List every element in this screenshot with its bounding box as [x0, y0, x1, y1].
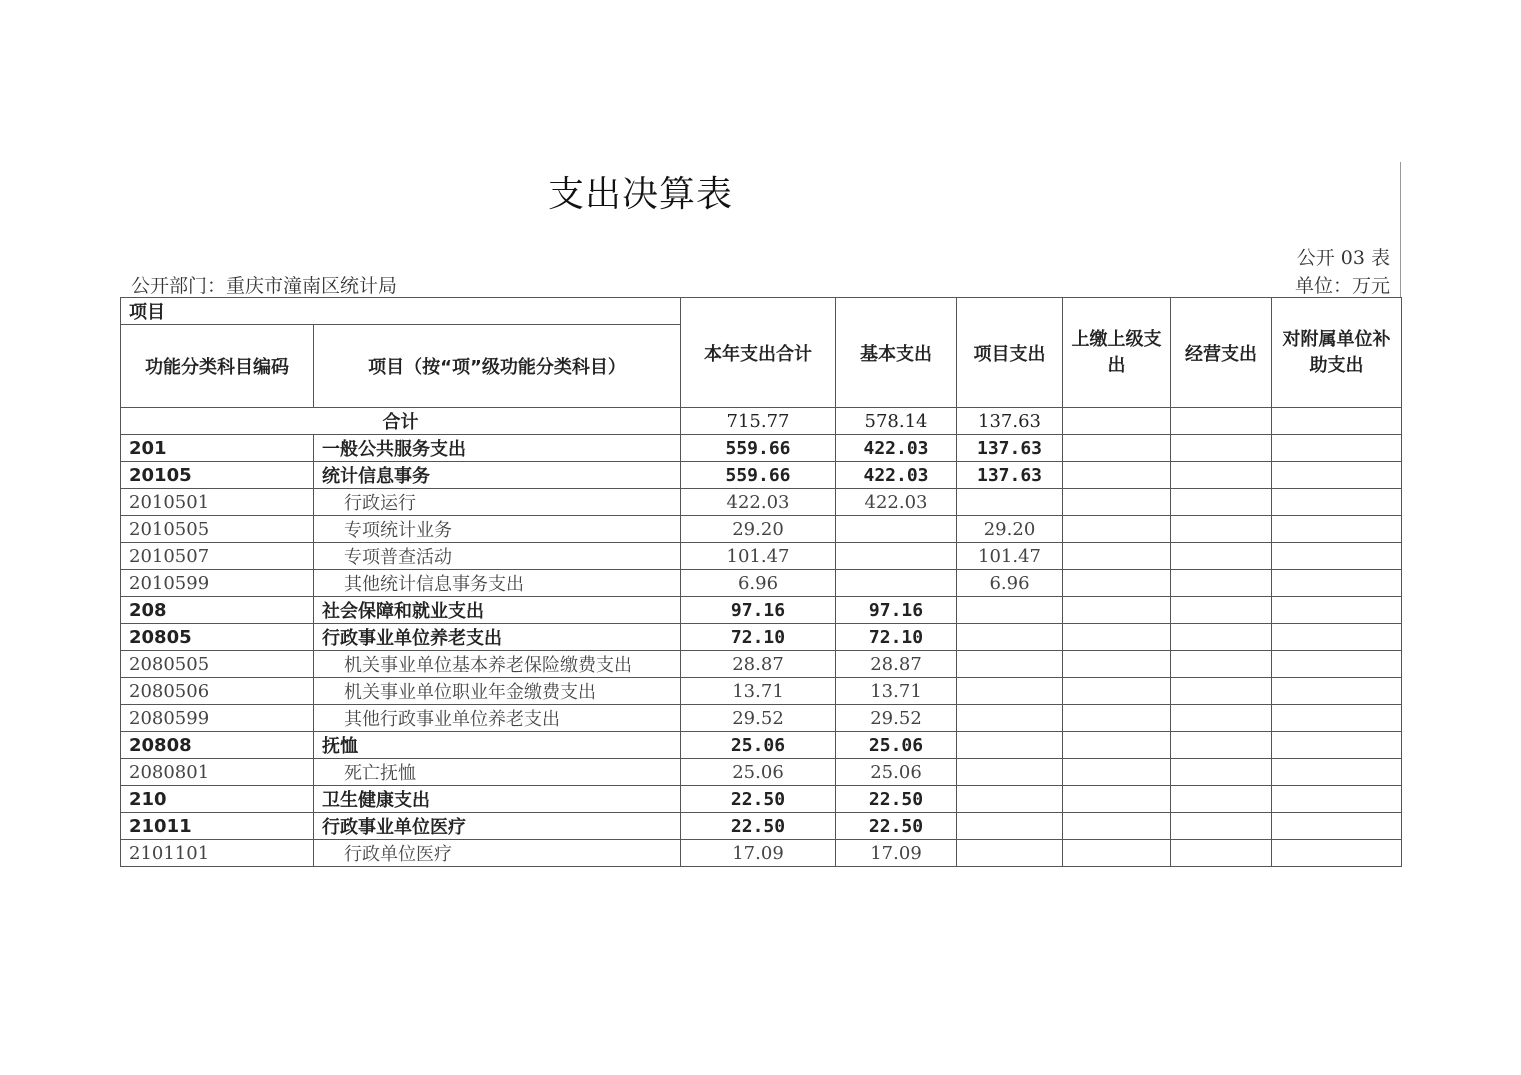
row-total: 22.50 — [681, 786, 836, 813]
header-basic: 基本支出 — [836, 298, 957, 408]
row-subsidy — [1272, 489, 1402, 516]
row-basic — [836, 516, 957, 543]
right-border-line — [1400, 162, 1401, 298]
row-code: 20105 — [121, 462, 314, 489]
unit-label: 单位：万元 — [1294, 275, 1390, 297]
row-code: 2010501 — [121, 489, 314, 516]
row-upper — [1063, 435, 1171, 462]
row-upper — [1063, 840, 1171, 867]
row-business — [1171, 570, 1272, 597]
row-code: 2010507 — [121, 543, 314, 570]
row-subsidy — [1272, 516, 1402, 543]
row-project — [957, 489, 1063, 516]
row-upper — [1063, 624, 1171, 651]
row-subsidy — [1272, 624, 1402, 651]
row-total: 72.10 — [681, 624, 836, 651]
row-subsidy — [1272, 840, 1402, 867]
row-name: 行政单位医疗 — [314, 840, 681, 867]
row-upper — [1063, 786, 1171, 813]
department-label: 公开部门：重庆市潼南区统计局 — [131, 275, 398, 297]
table-row — [121, 678, 1402, 705]
header-name: 项目（按“项”级功能分类科目） — [314, 325, 681, 408]
row-total: 29.20 — [681, 516, 836, 543]
row-upper — [1063, 462, 1171, 489]
row-project — [957, 624, 1063, 651]
row-upper — [1063, 732, 1171, 759]
row-name: 专项统计业务 — [314, 516, 681, 543]
row-basic: 22.50 — [836, 786, 957, 813]
row-upper — [1063, 759, 1171, 786]
row-code: 2010599 — [121, 570, 314, 597]
row-project — [957, 651, 1063, 678]
row-basic — [836, 570, 957, 597]
row-basic: 17.09 — [836, 840, 957, 867]
row-project: 137.63 — [957, 462, 1063, 489]
row-basic: 22.50 — [836, 813, 957, 840]
table-row — [121, 462, 1402, 489]
table-row — [121, 543, 1402, 570]
total-row-upper — [1063, 408, 1171, 435]
row-total: 559.66 — [681, 435, 836, 462]
row-project: 137.63 — [957, 435, 1063, 462]
row-code: 2080801 — [121, 759, 314, 786]
row-name: 机关事业单位职业年金缴费支出 — [314, 678, 681, 705]
row-business — [1171, 651, 1272, 678]
table-row — [121, 813, 1402, 840]
row-total: 101.47 — [681, 543, 836, 570]
table-number: 公开 03 表 — [1296, 247, 1390, 269]
header-group-label: 项目 — [121, 298, 681, 325]
row-project: 101.47 — [957, 543, 1063, 570]
row-subsidy — [1272, 705, 1402, 732]
row-business — [1171, 840, 1272, 867]
row-total: 6.96 — [681, 570, 836, 597]
row-upper — [1063, 705, 1171, 732]
row-project — [957, 732, 1063, 759]
table-row — [121, 597, 1402, 624]
table-row — [121, 516, 1402, 543]
table-row — [121, 624, 1402, 651]
row-project — [957, 597, 1063, 624]
row-subsidy — [1272, 435, 1402, 462]
row-name: 行政运行 — [314, 489, 681, 516]
table-row — [121, 435, 1402, 462]
table-row — [121, 786, 1402, 813]
row-total: 13.71 — [681, 678, 836, 705]
row-total: 559.66 — [681, 462, 836, 489]
row-upper — [1063, 678, 1171, 705]
row-basic: 422.03 — [836, 462, 957, 489]
row-name: 行政事业单位医疗 — [314, 813, 681, 840]
row-code: 2010505 — [121, 516, 314, 543]
row-code: 2080506 — [121, 678, 314, 705]
table-row — [121, 840, 1402, 867]
row-upper — [1063, 489, 1171, 516]
row-basic: 25.06 — [836, 759, 957, 786]
row-upper — [1063, 597, 1171, 624]
row-name: 机关事业单位基本养老保险缴费支出 — [314, 651, 681, 678]
row-code: 208 — [121, 597, 314, 624]
row-subsidy — [1272, 678, 1402, 705]
table-row — [121, 570, 1402, 597]
row-subsidy — [1272, 732, 1402, 759]
row-total: 97.16 — [681, 597, 836, 624]
row-project — [957, 786, 1063, 813]
row-name: 其他统计信息事务支出 — [314, 570, 681, 597]
row-project: 6.96 — [957, 570, 1063, 597]
header-business: 经营支出 — [1171, 298, 1272, 408]
row-name: 一般公共服务支出 — [314, 435, 681, 462]
row-code: 2080599 — [121, 705, 314, 732]
row-name: 专项普查活动 — [314, 543, 681, 570]
row-basic: 29.52 — [836, 705, 957, 732]
row-business — [1171, 435, 1272, 462]
row-basic: 97.16 — [836, 597, 957, 624]
row-business — [1171, 543, 1272, 570]
header-code: 功能分类科目编码 — [121, 325, 314, 408]
header-subsidy: 对附属单位补助支出 — [1272, 298, 1402, 408]
row-project — [957, 813, 1063, 840]
row-basic: 13.71 — [836, 678, 957, 705]
row-name: 死亡抚恤 — [314, 759, 681, 786]
row-project — [957, 705, 1063, 732]
row-basic — [836, 543, 957, 570]
row-basic: 422.03 — [836, 435, 957, 462]
table-row — [121, 732, 1402, 759]
header-upper: 上缴上级支出 — [1063, 298, 1171, 408]
row-basic: 72.10 — [836, 624, 957, 651]
row-subsidy — [1272, 759, 1402, 786]
row-code: 20808 — [121, 732, 314, 759]
row-basic: 28.87 — [836, 651, 957, 678]
row-business — [1171, 597, 1272, 624]
row-code: 2080505 — [121, 651, 314, 678]
row-project — [957, 759, 1063, 786]
row-business — [1171, 516, 1272, 543]
row-project: 29.20 — [957, 516, 1063, 543]
row-code: 210 — [121, 786, 314, 813]
row-total: 25.06 — [681, 759, 836, 786]
row-upper — [1063, 543, 1171, 570]
row-business — [1171, 759, 1272, 786]
row-name: 行政事业单位养老支出 — [314, 624, 681, 651]
table-row — [121, 705, 1402, 732]
row-subsidy — [1272, 543, 1402, 570]
row-business — [1171, 678, 1272, 705]
row-business — [1171, 462, 1272, 489]
row-total: 22.50 — [681, 813, 836, 840]
total-row-label: 合计 — [121, 408, 681, 435]
row-total: 422.03 — [681, 489, 836, 516]
row-name: 卫生健康支出 — [314, 786, 681, 813]
table-row — [121, 651, 1402, 678]
total-row-total: 715.77 — [681, 408, 836, 435]
expenditure-table — [120, 297, 1402, 867]
row-business — [1171, 786, 1272, 813]
header-project: 项目支出 — [957, 298, 1063, 408]
row-business — [1171, 732, 1272, 759]
row-name: 统计信息事务 — [314, 462, 681, 489]
row-subsidy — [1272, 462, 1402, 489]
row-upper — [1063, 651, 1171, 678]
table-row — [121, 759, 1402, 786]
row-business — [1171, 489, 1272, 516]
row-business — [1171, 705, 1272, 732]
total-row-project: 137.63 — [957, 408, 1063, 435]
total-row-basic: 578.14 — [836, 408, 957, 435]
row-total: 25.06 — [681, 732, 836, 759]
total-row-business — [1171, 408, 1272, 435]
row-code: 2101101 — [121, 840, 314, 867]
row-name: 抚恤 — [314, 732, 681, 759]
row-subsidy — [1272, 651, 1402, 678]
row-total: 29.52 — [681, 705, 836, 732]
row-code: 201 — [121, 435, 314, 462]
row-business — [1171, 813, 1272, 840]
header-total: 本年支出合计 — [681, 298, 836, 408]
row-project — [957, 678, 1063, 705]
row-name: 社会保障和就业支出 — [314, 597, 681, 624]
row-name: 其他行政事业单位养老支出 — [314, 705, 681, 732]
row-upper — [1063, 516, 1171, 543]
row-subsidy — [1272, 813, 1402, 840]
row-basic: 25.06 — [836, 732, 957, 759]
row-total: 17.09 — [681, 840, 836, 867]
row-code: 20805 — [121, 624, 314, 651]
table-row — [121, 489, 1402, 516]
row-subsidy — [1272, 597, 1402, 624]
row-subsidy — [1272, 786, 1402, 813]
row-total: 28.87 — [681, 651, 836, 678]
row-subsidy — [1272, 570, 1402, 597]
row-business — [1171, 624, 1272, 651]
row-upper — [1063, 813, 1171, 840]
row-upper — [1063, 570, 1171, 597]
page-title: 支出决算表 — [548, 174, 734, 215]
total-row-subsidy — [1272, 408, 1402, 435]
row-project — [957, 840, 1063, 867]
row-basic: 422.03 — [836, 489, 957, 516]
row-code: 21011 — [121, 813, 314, 840]
